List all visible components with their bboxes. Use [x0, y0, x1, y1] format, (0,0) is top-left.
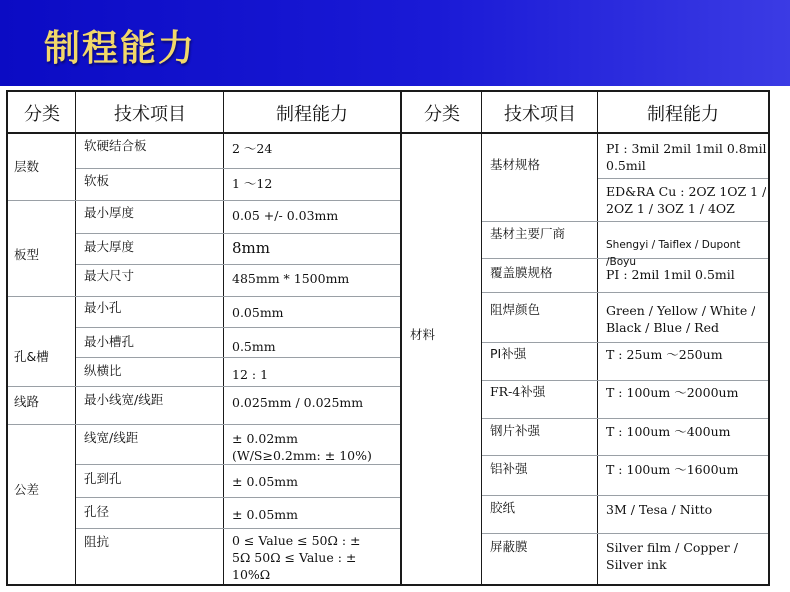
title-banner — [0, 0, 790, 86]
item-min-line-width-spacing: 最小线宽/线距 — [84, 392, 164, 407]
item-base-material-vendors: 基材主要厂商 — [490, 226, 566, 241]
item-flex: 软板 — [84, 173, 110, 188]
item-fr4-stiffener: FR-4补强 — [490, 384, 546, 399]
value-impedance-line1: 0 ≤ Value ≤ 50Ω : ± — [232, 533, 361, 548]
header-item: 技术项目 — [114, 104, 186, 125]
item-hole-to-hole: 孔到孔 — [84, 471, 122, 486]
header-category: 分类 — [24, 104, 60, 125]
header-capability-right: 制程能力 — [647, 104, 719, 125]
category-circuit: 线路 — [14, 394, 40, 409]
value-flex: 1 ～12 — [232, 176, 273, 191]
value-base-material-vendors: Shengyi / Taiflex / Dupont /Boyu — [606, 239, 741, 268]
value-pi-stiffener: T : 25um ～250um — [606, 347, 723, 362]
value-line-width-spacing-tol-note: (W/S≥0.2mm: ± 10%) — [232, 448, 372, 463]
item-max-thickness: 最大厚度 — [84, 239, 135, 254]
value-base-material-pi: PI : 3mil 2mil 1mil 0.8mil — [606, 141, 767, 156]
item-hole-diameter: 孔径 — [84, 504, 110, 519]
value-steel-stiffener: T : 100um ～400um — [606, 424, 731, 439]
item-solder-mask-color: 阻焊颜色 — [490, 302, 541, 317]
value-min-slot: 0.5mm — [232, 339, 276, 354]
item-aluminum-stiffener: 铝补强 — [490, 461, 528, 476]
value-hole-diameter: ± 0.05mm — [232, 507, 298, 522]
header-item-right: 技术项目 — [504, 104, 576, 125]
item-max-size: 最大尺寸 — [84, 268, 135, 283]
item-min-hole: 最小孔 — [84, 300, 122, 315]
value-fr4-stiffener: T : 100um ～2000um — [606, 385, 739, 400]
item-adhesive-tape: 胶纸 — [490, 500, 516, 515]
value-aspect-ratio: 12 : 1 — [232, 367, 269, 382]
item-coverlay-spec: 覆盖膜规格 — [490, 265, 553, 280]
item-aspect-ratio: 纵横比 — [84, 363, 122, 378]
item-steel-stiffener: 钢片补强 — [490, 423, 541, 438]
value-adhesive-tape: 3M / Tesa / Nitto — [606, 502, 713, 517]
value-shielding-film-2: Silver ink — [606, 557, 667, 572]
value-base-material-pi-2: 0.5mil — [606, 158, 646, 173]
category-board-type: 板型 — [14, 247, 40, 262]
value-line-width-spacing-tol: ± 0.02mm — [232, 431, 298, 446]
item-min-thickness: 最小厚度 — [84, 205, 135, 220]
value-impedance-line2: 5Ω 50Ω ≤ Value : ± — [232, 550, 357, 565]
value-hole-to-hole: ± 0.05mm — [232, 474, 298, 489]
value-max-size: 485mm * 1500mm — [232, 271, 350, 286]
category-tolerance: 公差 — [14, 482, 40, 497]
item-line-width-spacing-tol: 线宽/线距 — [84, 430, 139, 445]
value-base-material-cu-2: 2OZ 1 / 3OZ 1 / 4OZ — [606, 201, 735, 216]
item-min-slot: 最小槽孔 — [84, 334, 135, 349]
page-title: 制程能力 — [44, 28, 197, 69]
item-impedance: 阻抗 — [84, 534, 110, 549]
value-max-thickness: 8mm — [232, 240, 270, 257]
capability-table — [6, 90, 770, 586]
item-shielding-film: 屏蔽膜 — [490, 539, 528, 554]
item-pi-stiffener: PI补强 — [490, 346, 527, 361]
category-layers: 层数 — [14, 159, 40, 174]
value-shielding-film: Silver film / Copper / — [606, 540, 738, 555]
left-table — [8, 92, 400, 584]
value-min-thickness: 0.05 +/- 0.03mm — [232, 208, 339, 223]
header-category-right: 分类 — [424, 104, 460, 125]
item-rigid-flex: 软硬结合板 — [84, 138, 147, 153]
value-min-hole: 0.05mm — [232, 305, 284, 320]
category-material: 材料 — [410, 327, 436, 342]
category-hole-slot: 孔&槽 — [14, 349, 49, 364]
value-solder-mask-color-2: Black / Blue / Red — [606, 320, 719, 335]
value-impedance-line3: 10%Ω — [232, 567, 271, 582]
right-table — [402, 92, 768, 584]
value-base-material-cu: ED&RA Cu : 2OZ 1OZ 1 / — [606, 184, 767, 199]
value-min-line-width-spacing: 0.025mm / 0.025mm — [232, 395, 364, 410]
value-rigid-flex: 2 ～24 — [232, 141, 273, 156]
value-aluminum-stiffener: T : 100um ～1600um — [606, 462, 739, 477]
value-solder-mask-color: Green / Yellow / White / — [606, 303, 756, 318]
value-coverlay-spec: PI : 2mil 1mil 0.5mil — [606, 267, 735, 282]
header-capability: 制程能力 — [276, 104, 348, 125]
item-base-material-spec: 基材规格 — [490, 157, 541, 172]
